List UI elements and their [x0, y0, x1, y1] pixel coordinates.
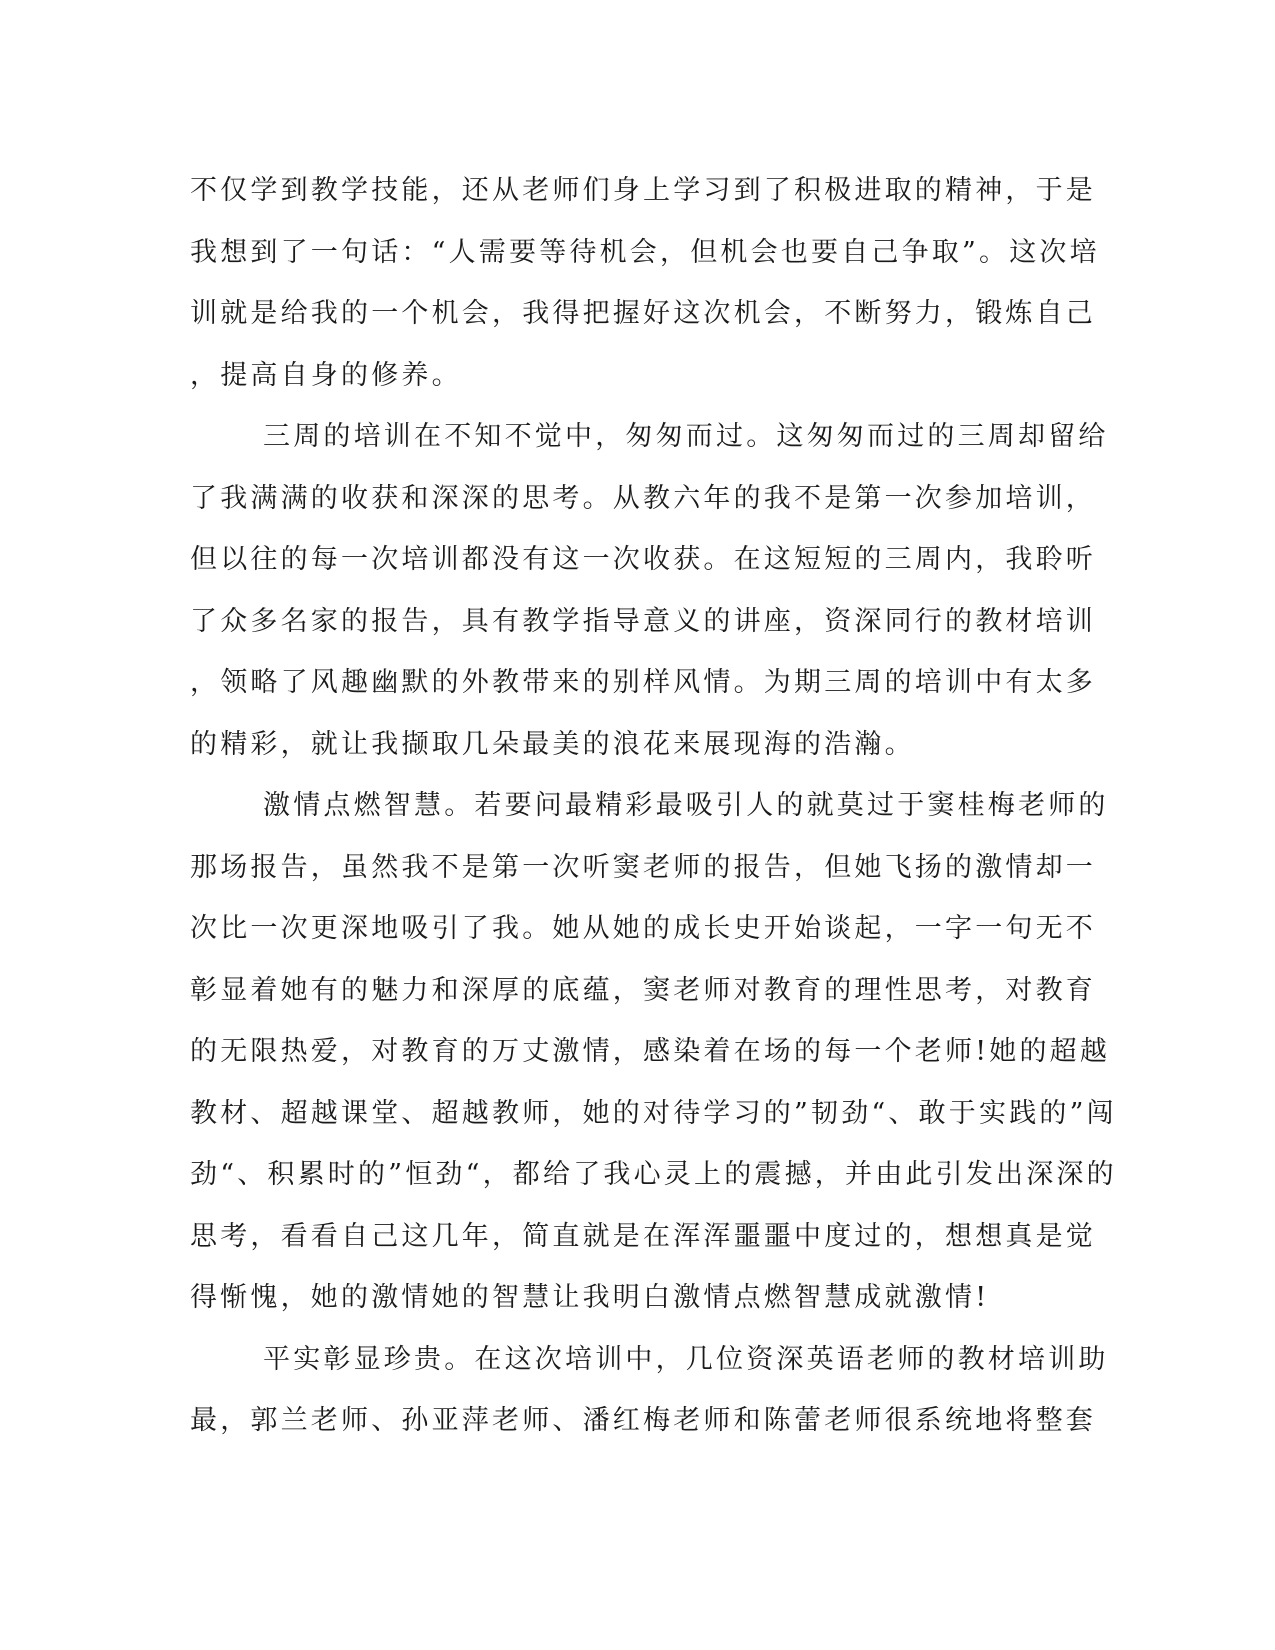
text-line: 次比一次更深地吸引了我。她从她的成长史开始谈起，一字一句无不 [190, 913, 1096, 944]
text-line: 教材、超越课堂、超越教师，她的对待学习的”韧劲“、敢于实践的”闯 [190, 1097, 1117, 1129]
text-line: 得惭愧，她的激情她的智慧让我明白激情点燃智慧成就激情! [190, 1282, 990, 1313]
text-line: 我想到了一句话：“人需要等待机会，但机会也要自己争取”。这次培 [190, 236, 1100, 268]
text-line: 最，郭兰老师、孙亚萍老师、潘红梅老师和陈蕾老师很系统地将整套 [190, 1405, 1096, 1436]
text-line: ，提高自身的修养。 [190, 359, 462, 391]
text-line: 了我满满的收获和深深的思考。从教六年的我不是第一次参加培训， [190, 482, 1096, 514]
paragraph-start-line: 激情点燃智慧。若要问最精彩最吸引人的就莫过于窦桂梅老师的 [263, 790, 1109, 821]
paragraph-start-line: 平实彰显珍贵。在这次培训中，几位资深英语老师的教材培训助 [263, 1343, 1109, 1375]
text-line: 了众多名家的报告，具有教学指导意义的讲座，资深同行的教材培训 [190, 605, 1096, 637]
text-line: 劲“、积累时的”恒劲“，都给了我心灵上的震撼，并由此引发出深深的 [190, 1159, 1117, 1190]
text-line: 训就是给我的一个机会，我得把握好这次机会，不断努力，锻炼自己 [190, 298, 1096, 329]
text-line: 彰显着她有的魅力和深厚的底蕴，窦老师对教育的理性思考，对教育 [190, 974, 1096, 1006]
text-line: 但以往的每一次培训都没有这一次收获。在这短短的三周内，我聆听 [190, 544, 1096, 575]
text-line: ，领略了风趣幽默的外教带来的别样风情。为期三周的培训中有太多 [190, 667, 1096, 698]
paragraph-start-line: 三周的培训在不知不觉中，匆匆而过。这匆匆而过的三周却留给 [263, 421, 1109, 452]
text-line: 的无限热爱，对教育的万丈激情，感染着在场的每一个老师!她的超越 [190, 1036, 1111, 1067]
text-line: 那场报告，虽然我不是第一次听窦老师的报告，但她飞扬的激情却一 [190, 851, 1096, 883]
text-line: 的精彩，就让我撷取几朵最美的浪花来展现海的浩瀚。 [190, 728, 915, 760]
text-line: 不仅学到教学技能，还从老师们身上学习到了积极进取的精神，于是 [190, 175, 1096, 206]
body-text [190, 160, 1117, 1452]
text-line: 思考，看看自己这几年，简直就是在浑浑噩噩中度过的，想想真是觉 [190, 1220, 1096, 1252]
